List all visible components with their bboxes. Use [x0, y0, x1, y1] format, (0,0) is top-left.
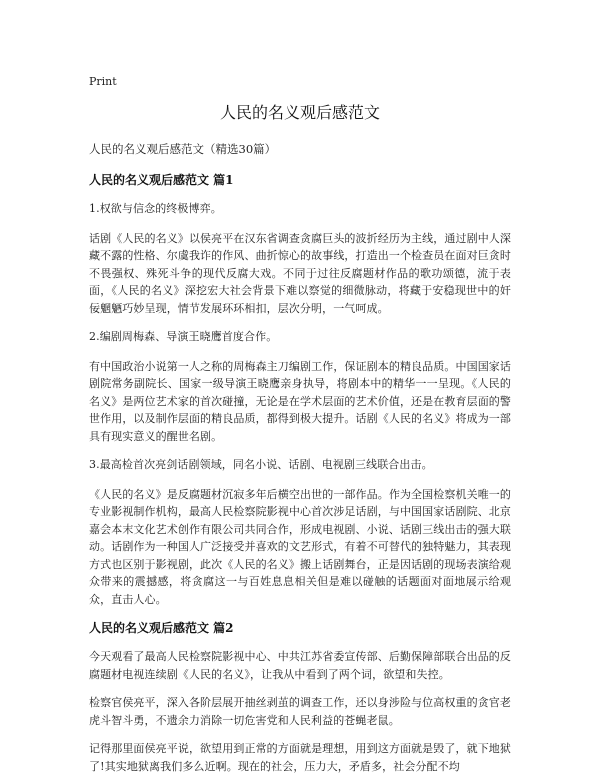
print-link[interactable]: Print [89, 75, 117, 88]
section-1-point-1: 1.权欲与信念的终极博弈。 [89, 202, 222, 215]
section-1-paragraph-1: 话剧《人民的名义》以侯亮平在汉东省调查贪腐巨头的波折经历为主线，通过剧中人深藏不露的性格、尔虞我诈的作风、曲折惊心的故事线，打造出一个检查员在面对巨贪时不畏强权、殊死斗争的现代反腐大戏。不同于过往反腐题材作品的歌功颂德，流于表面，《人民的名义》深挖宏大社会背景下难以察觉的细微脉动，将藏于安稳现世中的奸佞魍魉巧妙呈现，情节发展环环相扣，层次分明，一气呵成。 [89, 231, 511, 315]
section-2-paragraph-2: 检察官侯亮平，深入各阶层展开抽丝剥茧的调查工作，还以身涉险与位高权重的贪官老虎斗智斗勇，不遗余力消除一切危害党和人民利益的苍蝇老鼠。 [89, 696, 511, 727]
section-1-paragraph-3: 《人民的名义》是反腐题材沉寂多年后横空出世的一部作品。作为全国检察机关唯一的专业影视制作机构，最高人民检察院影视中心首次涉足话剧，与中国国家话剧院、北京嘉会本末文化艺术创作有限公司共同合作，形成电视剧、小说、话剧三线出击的强大联动。话剧作为一种国人广泛接受并喜欢的文艺形式，有着不可替代的独特魅力，其表现方式也区别于影视剧，此次《人民的名义》搬上话剧舞台，正是因话剧的现场表演给观众带来的震撼感，将贪腐这一与百姓息息相关但是难以碰触的话题面对面地展示给观众，直击人心。 [89, 487, 511, 606]
section-heading-1: 人民的名义观后感范文 篇1 [89, 173, 234, 187]
section-2-paragraph-3: 记得那里面侯亮平说，欲望用到正常的方面就是理想，用到这方面就是毁了，就下地狱了!其实地狱离我们多么近啊。现在的社会，压力大，矛盾多，社会分配不均 [89, 742, 511, 773]
section-1-paragraph-2: 有中国政治小说第一人之称的周梅森主刀编剧工作，保证剧本的精良品质。中国国家话剧院常务副院长、国家一级导演王晓鹰亲身执导，将剧本中的精华一一呈现。《人民的名义》是两位艺术家的首次碰撞，无论是在学术层面的艺术价值，还是在教育层面的警世作用，以及制作层面的精良品质，都得到极大提升。话剧《人民的名义》将成为一部具有现实意义的醒世名剧。 [89, 359, 511, 443]
section-1-point-3: 3.最高检首次亮剑话剧领域，同名小说、话剧、电视剧三线联合出击。 [89, 458, 433, 471]
document-subtitle: 人民的名义观后感范文（精选30篇） [89, 142, 277, 156]
document-title: 人民的名义观后感范文 [219, 103, 380, 122]
section-2-paragraph-1: 今天观看了最高人民检察院影视中心、中共江苏省委宣传部、后勤保障部联合出品的反腐题材电视连续剧《人民的名义》，让我从中看到了两个词，欲望和失控。 [89, 650, 511, 681]
section-1-point-2: 2.编剧周梅森、导演王晓鹰首度合作。 [89, 330, 278, 343]
section-heading-2: 人民的名义观后感范文 篇2 [89, 621, 234, 635]
